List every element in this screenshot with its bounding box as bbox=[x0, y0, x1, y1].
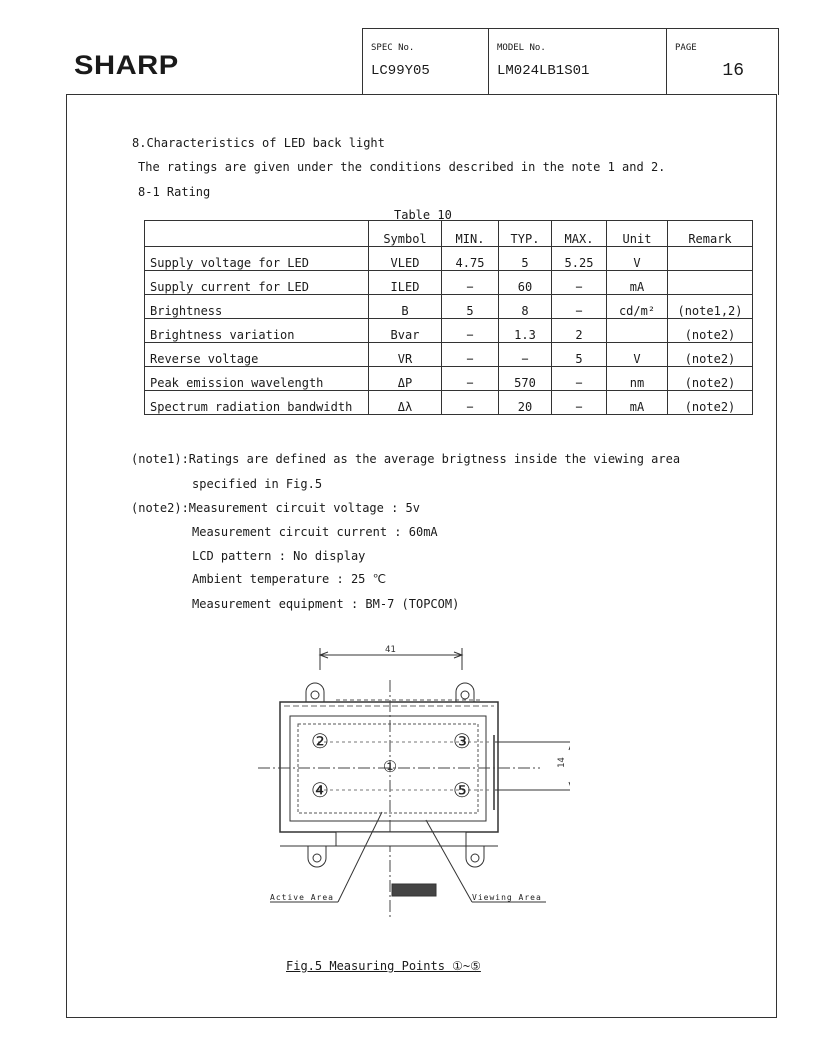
note2-line1: (note2):Measurement circuit voltage : 5v bbox=[131, 501, 420, 515]
spec-number-value: LC99Y05 bbox=[371, 63, 430, 79]
table-row bbox=[145, 391, 753, 415]
table-cell: nm bbox=[607, 367, 668, 391]
table-cell: 20 bbox=[499, 391, 552, 415]
subsection-title: 8-1 Rating bbox=[138, 185, 211, 199]
table-cell: Supply voltage for LED bbox=[145, 247, 369, 271]
dimension-side-label: 14 bbox=[557, 757, 567, 768]
model-number-value: LM024LB1S01 bbox=[497, 63, 590, 79]
page-number: 16 bbox=[722, 61, 744, 81]
table-cell: Δλ bbox=[369, 391, 442, 415]
table-row bbox=[145, 295, 753, 319]
table-cell: 4.75 bbox=[442, 247, 499, 271]
table-cell: 2 bbox=[552, 319, 607, 343]
active-area-label: Active Area bbox=[270, 893, 334, 902]
table-cell: Bvar bbox=[369, 319, 442, 343]
table-row bbox=[145, 319, 753, 343]
table-cell: (note2) bbox=[668, 367, 753, 391]
table-cell: Brightness variation bbox=[145, 319, 369, 343]
note1-line1: (note1):Ratings are defined as the average brigtness inside the viewing area bbox=[131, 452, 681, 466]
table-cell: − bbox=[552, 391, 607, 415]
page-label: PAGE bbox=[675, 43, 697, 53]
table-cell: 8 bbox=[499, 295, 552, 319]
table-cell: Brightness bbox=[145, 295, 369, 319]
table-header-cell: MAX. bbox=[552, 221, 607, 247]
table-cell: − bbox=[442, 367, 499, 391]
table-row bbox=[145, 271, 753, 295]
table-cell: cd/m² bbox=[607, 295, 668, 319]
table-cell: mA bbox=[607, 391, 668, 415]
measuring-point-3: ③ bbox=[453, 729, 471, 753]
table-header-cell: Remark bbox=[668, 221, 753, 247]
table-cell: − bbox=[442, 343, 499, 367]
table-cell: ΔP bbox=[369, 367, 442, 391]
table-cell: − bbox=[442, 319, 499, 343]
table-cell: 5 bbox=[442, 295, 499, 319]
table-row bbox=[145, 343, 753, 367]
table-cell bbox=[607, 319, 668, 343]
table-cell: Spectrum radiation bandwidth bbox=[145, 391, 369, 415]
note1-line2: specified in Fig.5 bbox=[192, 477, 323, 491]
note2-line4: Ambient temperature : 25 ℃ bbox=[192, 572, 387, 586]
table-cell: Supply current for LED bbox=[145, 271, 369, 295]
dimension-top-label: 41 bbox=[385, 645, 396, 655]
table-cell: mA bbox=[607, 271, 668, 295]
measuring-points-diagram bbox=[250, 640, 570, 940]
table-cell: 5.25 bbox=[552, 247, 607, 271]
table-cell: Reverse voltage bbox=[145, 343, 369, 367]
measuring-point-5: ⑤ bbox=[453, 778, 471, 802]
table-header-cell: MIN. bbox=[442, 221, 499, 247]
table-header-row bbox=[145, 221, 753, 247]
rating-table bbox=[144, 220, 753, 415]
section-intro: The ratings are given under the conditions described in the note 1 and 2. bbox=[138, 160, 666, 174]
table-cell bbox=[668, 247, 753, 271]
table-cell: B bbox=[369, 295, 442, 319]
note2-line3: LCD pattern : No display bbox=[192, 549, 366, 563]
table-cell: − bbox=[552, 271, 607, 295]
table-cell: V bbox=[607, 343, 668, 367]
table-header-cell: Symbol bbox=[369, 221, 442, 247]
table-cell: ILED bbox=[369, 271, 442, 295]
table-cell: (note2) bbox=[668, 343, 753, 367]
page-box bbox=[666, 28, 779, 95]
table-header-cell: Unit bbox=[607, 221, 668, 247]
table-cell bbox=[668, 271, 753, 295]
spec-number-box bbox=[362, 28, 489, 95]
table-cell: (note2) bbox=[668, 391, 753, 415]
table-cell: − bbox=[552, 367, 607, 391]
table-cell: − bbox=[552, 295, 607, 319]
model-number-label: MODEL No. bbox=[497, 43, 546, 53]
table-cell: 570 bbox=[499, 367, 552, 391]
table-header-cell bbox=[145, 221, 369, 247]
mounting-tabs-bottom bbox=[280, 832, 498, 896]
note2-line5: Measurement equipment : BM-7 (TOPCOM) bbox=[192, 597, 460, 611]
table-cell: 5 bbox=[552, 343, 607, 367]
table-cell: 5 bbox=[499, 247, 552, 271]
section-title: 8.Characteristics of LED back light bbox=[132, 136, 385, 150]
table-cell: − bbox=[442, 271, 499, 295]
table-cell: (note1,2) bbox=[668, 295, 753, 319]
table-header-cell: TYP. bbox=[499, 221, 552, 247]
table-cell: V bbox=[607, 247, 668, 271]
table-row bbox=[145, 367, 753, 391]
table-cell: − bbox=[499, 343, 552, 367]
measuring-point-2: ② bbox=[311, 729, 329, 753]
measuring-point-4: ④ bbox=[311, 778, 329, 802]
table-cell: VLED bbox=[369, 247, 442, 271]
measuring-point-1: ① bbox=[382, 757, 398, 776]
table-cell: 60 bbox=[499, 271, 552, 295]
table-cell: − bbox=[442, 391, 499, 415]
table-cell: VR bbox=[369, 343, 442, 367]
figure-caption: Fig.5 Measuring Points ①~⑤ bbox=[286, 959, 481, 973]
model-number-box bbox=[488, 28, 667, 95]
note2-line2: Measurement circuit current : 60mA bbox=[192, 525, 438, 539]
table-cell: Peak emission wavelength bbox=[145, 367, 369, 391]
sharp-logo: SHARP bbox=[74, 50, 179, 80]
table-cell: (note2) bbox=[668, 319, 753, 343]
table-cell: 1.3 bbox=[499, 319, 552, 343]
spec-number-label: SPEC No. bbox=[371, 43, 415, 53]
viewing-area-label: Viewing Area bbox=[472, 893, 542, 902]
table-row bbox=[145, 247, 753, 271]
table-caption: Table 10 bbox=[394, 208, 452, 222]
